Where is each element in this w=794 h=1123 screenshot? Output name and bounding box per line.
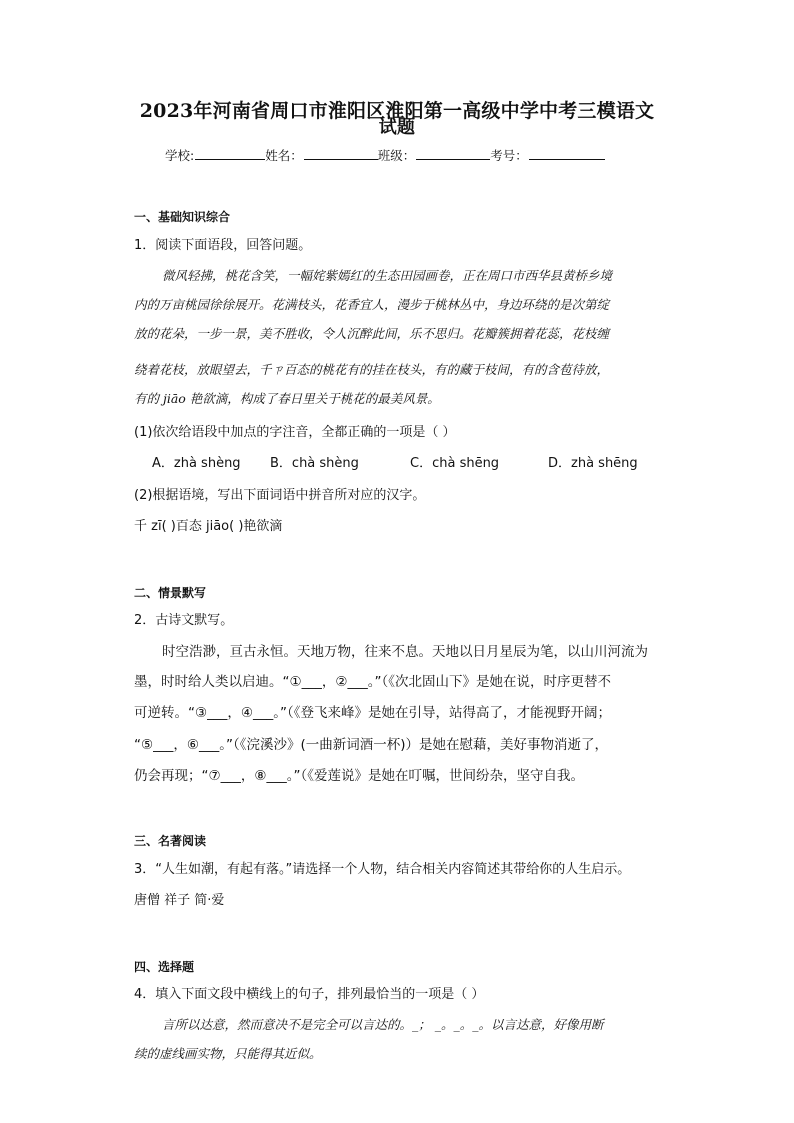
exam-no-label: 考号：	[490, 148, 528, 163]
q3-choices: 唐僧 祥子 简·爱	[134, 893, 225, 908]
q4-passage-line: 续的虚线画实物，只能得其近似。	[134, 1046, 322, 1061]
q1-passage-line: 放的花朵，一步一景，美不胜收，令人沉醉此间，乐不思归。花瓣簇拥着花蕊，花枝缠	[134, 326, 610, 341]
school-label: 学校:	[165, 148, 195, 163]
q4-passage-line: 言所以达意，然而意决不是完全可以言达的。_； _。_。_。以言达意，好像用断	[162, 1017, 604, 1032]
q1-option-d[interactable]: D．zhà shēng	[548, 456, 638, 471]
doc-title-line1: 2023年河南省周口市淮阳区淮阳第一高级中学中考三模语文	[139, 100, 655, 122]
section-3-heading: 三、名著阅读	[134, 834, 207, 848]
school-blank[interactable]	[195, 147, 265, 160]
q2-passage-line: 可逆转。“③___，④___。”（《登飞来峰》是她在引导，站得高了，才能视野开阔；	[134, 705, 611, 721]
q2-passage-line: 时空浩渺，亘古永恒。天地万物，往来不息。天地以日月星辰为笔，以山川河流为	[162, 644, 648, 660]
q1-passage-line: 绕着花枝，放眼望去，千ㄗ百态的桃花有的挂在枝头，有的藏于枝间，有的含苞待放，	[134, 362, 610, 377]
q1-stem: 1．阅读下面语段，回答问题。	[134, 238, 312, 253]
section-2-heading: 二、情景默写	[134, 586, 207, 600]
q1-fill-line[interactable]: 千 zī( )百态 jiāo( )艳欲滴	[134, 519, 283, 534]
q2-stem: 2．古诗文默写。	[134, 613, 234, 628]
q1-option-a[interactable]: A．zhà shèng	[152, 456, 241, 471]
q1-sub2: (2)根据语境，写出下面词语中拼音所对应的汉字。	[134, 488, 426, 503]
q1-sub1: (1)依次给语段中加点的字注音，全都正确的一项是（ ）	[134, 425, 456, 440]
header-fields	[165, 146, 605, 164]
q2-passage-line: 仍会再现；“⑦___，⑧___。”（《爱莲说》是她在叮嘱，世间纷杂，坚守自我。	[134, 768, 584, 784]
name-label: 姓名：	[265, 148, 303, 163]
class-label: 班级：	[377, 148, 416, 163]
q3-stem: 3．“人生如潮，有起有落。”请选择一个人物，结合相关内容简述其带给你的人生启示。	[134, 862, 631, 877]
exam-no-blank[interactable]	[529, 147, 605, 160]
section-4-heading: 四、选择题	[134, 960, 195, 974]
q2-passage-line: “⑤___，⑥___。”（《浣溪沙》(一曲新词酒一杯)）是她在慰藉，美好事物消逝了，	[134, 737, 608, 753]
doc-title-line2: 试题	[378, 117, 416, 138]
q1-option-b[interactable]: B．chà shèng	[270, 456, 359, 471]
q1-passage-line: 内的万亩桃园徐徐展开。花满枝头，花香宜人，漫步于桃林丛中，身边环绕的是次第绽	[134, 297, 610, 312]
q2-passage-line: 墨，时时给人类以启迪。“①___，②___。”（《次北固山下》是她在说，时序更替不	[134, 674, 611, 690]
section-1-heading: 一、基础知识综合	[134, 210, 231, 224]
class-blank[interactable]	[416, 147, 490, 160]
q1-option-c[interactable]: C．chà shēng	[410, 456, 500, 471]
q1-passage-line: 有的 jiāo 艳欲滴，构成了春日里关于桃花的最美风景。	[134, 391, 440, 406]
q1-passage-line: 微风轻拂，桃花含笑，一幅姹紫嫣红的生态田园画卷，正在周口市西华县黄桥乡境	[162, 268, 613, 283]
name-blank[interactable]	[304, 147, 378, 160]
q4-stem: 4．填入下面文段中横线上的句子，排列最恰当的一项是（ ）	[134, 987, 485, 1002]
